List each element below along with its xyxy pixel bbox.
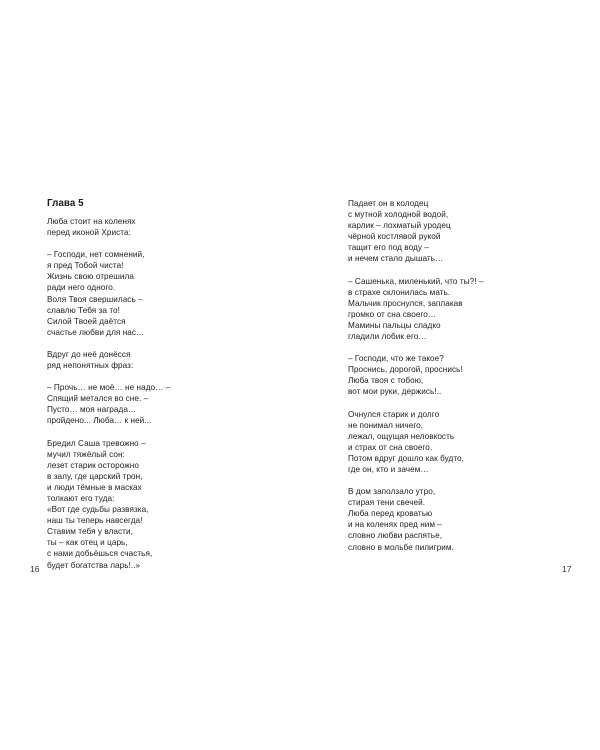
poem-line: Ставим тебя у власти, bbox=[47, 527, 133, 537]
poem-line: с нами добьёшься счастья, bbox=[47, 549, 153, 559]
right-stanzas bbox=[348, 198, 588, 553]
stanza bbox=[47, 349, 287, 371]
poem-line: и на коленях пред ним – bbox=[348, 520, 443, 530]
poem-line: будет богатства ларь!..» bbox=[47, 560, 141, 570]
poem-line: – Господи, нет сомнений, bbox=[47, 250, 145, 260]
poem-line: ты – как отец и царь, bbox=[47, 538, 128, 548]
page-number-left: 16 bbox=[30, 564, 40, 574]
poem-line: в страхе склонилась мать. bbox=[348, 287, 451, 297]
poem-line: толкают его туда: bbox=[47, 493, 115, 503]
poem-line: счастье любви для нас… bbox=[47, 327, 145, 337]
poem-line: лезет старик осторожно bbox=[47, 460, 139, 470]
poem-line: Мальчик проснулся, заплакав bbox=[348, 298, 463, 308]
right-page bbox=[300, 0, 600, 750]
poem-line: Люба перед кроватью bbox=[348, 509, 433, 519]
poem-line: Спящий метался во сне. – bbox=[47, 394, 149, 404]
poem-line: Вдруг до неё донёсся bbox=[47, 349, 131, 359]
poem-line: пройдено... Люба… к ней... bbox=[47, 416, 152, 426]
poem-line: Воля Твоя свершилась – bbox=[47, 294, 143, 304]
stanza bbox=[47, 438, 287, 571]
poem-line: Силой Твоей даётся bbox=[47, 316, 126, 326]
stanza bbox=[348, 276, 588, 343]
poem-line: – Господи, что же такое? bbox=[348, 354, 444, 364]
poem-line: мучил тяжёлый сон: bbox=[47, 449, 125, 459]
poem-line: громко от сна своего… bbox=[348, 309, 437, 319]
poem-line: я пред Тобой чиста! bbox=[47, 261, 124, 271]
poem-line: – Сашенька, миленький, что ты?! – bbox=[348, 276, 484, 286]
stanza bbox=[47, 216, 287, 238]
left-stanzas bbox=[47, 216, 287, 571]
poem-line: тащит его под воду – bbox=[348, 243, 429, 253]
poem-line: карлик – лохматый уродец bbox=[348, 221, 451, 231]
poem-line: и страх от сна своего. bbox=[348, 442, 433, 452]
poem-line: в залу, где царский трон, bbox=[47, 471, 143, 481]
poem-line: Люба твоя с тобою, bbox=[348, 376, 424, 386]
poem-line: В дом заползало утро, bbox=[348, 487, 436, 497]
poem-line: перед иконой Христа: bbox=[47, 228, 131, 238]
poem-line: Очнулся старик и долго bbox=[348, 409, 440, 419]
poem-line: стирая тени свечей. bbox=[348, 498, 426, 508]
poem-line: где он, кто и зачем… bbox=[348, 464, 429, 474]
stanza bbox=[348, 353, 588, 397]
poem-line: словно в мольбе пилигрим. bbox=[348, 542, 454, 552]
page-number-right: 17 bbox=[562, 564, 572, 574]
stanza bbox=[348, 486, 588, 553]
poem-line: вот мои руки, держись!.. bbox=[348, 387, 442, 397]
poem-line: чёрной костлявой рукой bbox=[348, 232, 441, 242]
poem-line: Бредил Саша тревожно – bbox=[47, 438, 146, 448]
poem-line: «Вот где судьбы развязка, bbox=[47, 505, 149, 515]
poem-line: гладили лобик его… bbox=[348, 332, 427, 342]
poem-line: – Прочь… не моё… не надо… – bbox=[47, 383, 171, 393]
chapter-title: Глава 5 bbox=[47, 198, 84, 209]
stanza bbox=[348, 409, 588, 476]
poem-line: и нечем стало дышать… bbox=[348, 254, 444, 264]
poem-line: и люди тёмные в масках bbox=[47, 482, 142, 492]
stanza bbox=[47, 249, 287, 338]
poem-line: не понимал ничего, bbox=[348, 420, 424, 430]
poem-line: лежал, ощущая неловкость bbox=[348, 431, 455, 441]
poem-line: Проснись, дорогой, проснись! bbox=[348, 365, 463, 375]
poem-line: Потом вдруг дошло как будто, bbox=[348, 453, 464, 463]
poem-line: славлю Тебя за то! bbox=[47, 305, 120, 315]
poem-line: с мутной холодной водой, bbox=[348, 210, 449, 220]
poem-line: Люба стоит на коленях bbox=[47, 217, 136, 226]
poem-line: словно любви распятье, bbox=[348, 531, 443, 541]
left-page-text bbox=[47, 198, 287, 582]
poem-line: Падает он в колодец bbox=[348, 199, 429, 208]
poem-line: ради него одного. bbox=[47, 283, 116, 293]
poem-line: ряд непонятных фраз: bbox=[47, 361, 134, 371]
stanza bbox=[47, 382, 287, 426]
poem-line: Пусто… моя награда… bbox=[47, 405, 137, 415]
poem-line: Жизнь свою отрешила bbox=[47, 272, 134, 282]
right-page-text bbox=[348, 198, 588, 564]
poem-line: Мамины пальцы сладко bbox=[348, 320, 441, 330]
stanza bbox=[348, 198, 588, 265]
poem-line: наш ты теперь навсегда! bbox=[47, 516, 143, 526]
